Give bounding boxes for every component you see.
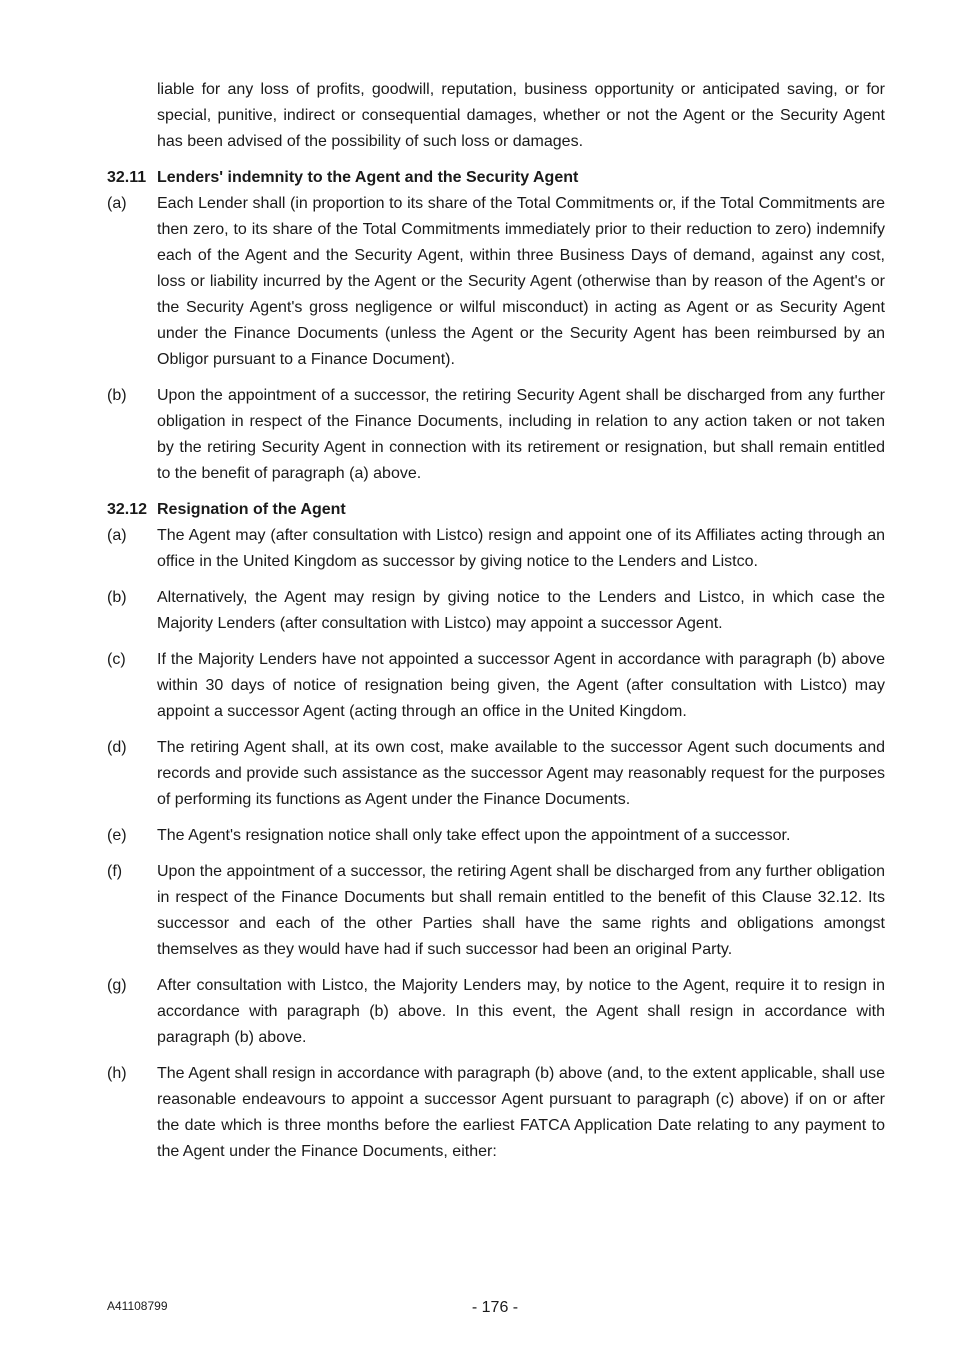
paragraph-label: (a) <box>107 527 127 544</box>
page-number: - 176 - <box>471 1299 519 1316</box>
paragraph-item <box>107 191 885 373</box>
section-heading <box>107 497 885 523</box>
paragraph-item <box>107 523 885 575</box>
document-reference: A41108799 <box>107 1299 168 1313</box>
paragraph-item <box>107 1061 885 1165</box>
paragraph-label: (h) <box>107 1065 127 1082</box>
paragraph-item <box>107 973 885 1051</box>
paragraph-item <box>107 823 885 849</box>
paragraph-label: (a) <box>107 195 127 212</box>
paragraph-text: After consultation with Listco, the Majority Lenders may, by notice to the Agent, require it to resign in accordance with paragraph (b) above. In this event, the Agent shall resign in accordance with paragraph (b) above. <box>157 977 885 1046</box>
paragraph-text: The Agent may (after consultation with Listco) resign and appoint one of its Affiliates acting through an office in the United Kingdom as successor by giving notice to the Lenders and Listco. <box>157 527 885 570</box>
paragraph-text: Upon the appointment of a successor, the retiring Agent shall be discharged from any further obligation in respect of the Finance Documents but shall remain entitled to the benefit of this Clause 32.12. Its successor and each of the other Parties shall have the same rights and obligations amongst themselves as they would have had if such successor had been an original Party. <box>157 863 885 958</box>
paragraph-item <box>107 585 885 637</box>
paragraph-item <box>107 735 885 813</box>
section-number: 32.12 <box>107 501 148 518</box>
paragraph-text: The Agent shall resign in accordance with paragraph (b) above (and, to the extent applicable, shall use reasonable endeavours to appoint a successor Agent pursuant to paragraph (c) above) if on or after the date which is three months before the earliest FATCA Application Date relating to any payment to the Agent under the Finance Documents, either: <box>157 1065 885 1160</box>
paragraph-label: (f) <box>107 863 123 880</box>
paragraph-text: Upon the appointment of a successor, the retiring Security Agent shall be discharged from any further obligation in respect of the Finance Documents, including in relation to any action taken or not taken by the retiring Security Agent in connection with its retirement or resignation, but shall remain entitled to the benefit of paragraph (a) above. <box>157 387 885 482</box>
paragraph-text: The Agent's resignation notice shall only take effect upon the appointment of a successor. <box>157 827 791 844</box>
continuation-paragraph: liable for any loss of profits, goodwill, reputation, business opportunity or anticipated saving, or for special, punitive, indirect or consequential damages, whether or not the Agent or the Security Agent has been advised of the possibility of such loss or damages. <box>157 81 885 150</box>
paragraph-label: (g) <box>107 977 127 994</box>
section-number: 32.11 <box>107 169 147 186</box>
paragraph-text: Each Lender shall (in proportion to its share of the Total Commitments or, if the Total Commitments are then zero, to its share of the Total Commitments immediately prior to their reduction to zero) indemnify each of the Agent and the Security Agent, within three Business Days of demand, against any cost, loss or liability incurred by the Agent or the Security Agent (otherwise than by reason of the Agent's or the Security Agent's gross negligence or wilful misconduct) in acting as Agent or as Security Agent under the Finance Documents (unless the Agent or the Security Agent has been reimbursed by an Obligor pursuant to a Finance Document). <box>157 195 885 368</box>
paragraph-label: (e) <box>107 827 127 844</box>
paragraph-text: The retiring Agent shall, at its own cost, make available to the successor Agent such documents and records and provide such assistance as the successor Agent may reasonably request for the purposes of performing its functions as Agent under the Finance Documents. <box>157 739 885 808</box>
paragraph-item <box>107 647 885 725</box>
section-title: Lenders' indemnity to the Agent and the Security Agent <box>157 169 579 186</box>
section-32-11 <box>107 165 885 497</box>
section-title: Resignation of the Agent <box>157 501 346 518</box>
paragraph-text: If the Majority Lenders have not appointed a successor Agent in accordance with paragraph (b) above within 30 days of notice of resignation being given, the Agent (after consultation with Listco) may appoint a successor Agent (acting through an office in the United Kingdom. <box>157 651 885 720</box>
paragraph-label: (d) <box>107 739 127 756</box>
paragraph-item <box>107 859 885 963</box>
section-heading <box>107 165 885 191</box>
paragraph-label: (b) <box>107 589 127 606</box>
paragraph-item <box>107 383 885 487</box>
section-32-12 <box>107 497 885 1175</box>
paragraph-label: (c) <box>107 651 126 668</box>
paragraph-label: (b) <box>107 387 127 404</box>
paragraph-text: Alternatively, the Agent may resign by giving notice to the Lenders and Listco, in which case the Majority Lenders (after consultation with Listco) may appoint a successor Agent. <box>157 589 885 632</box>
